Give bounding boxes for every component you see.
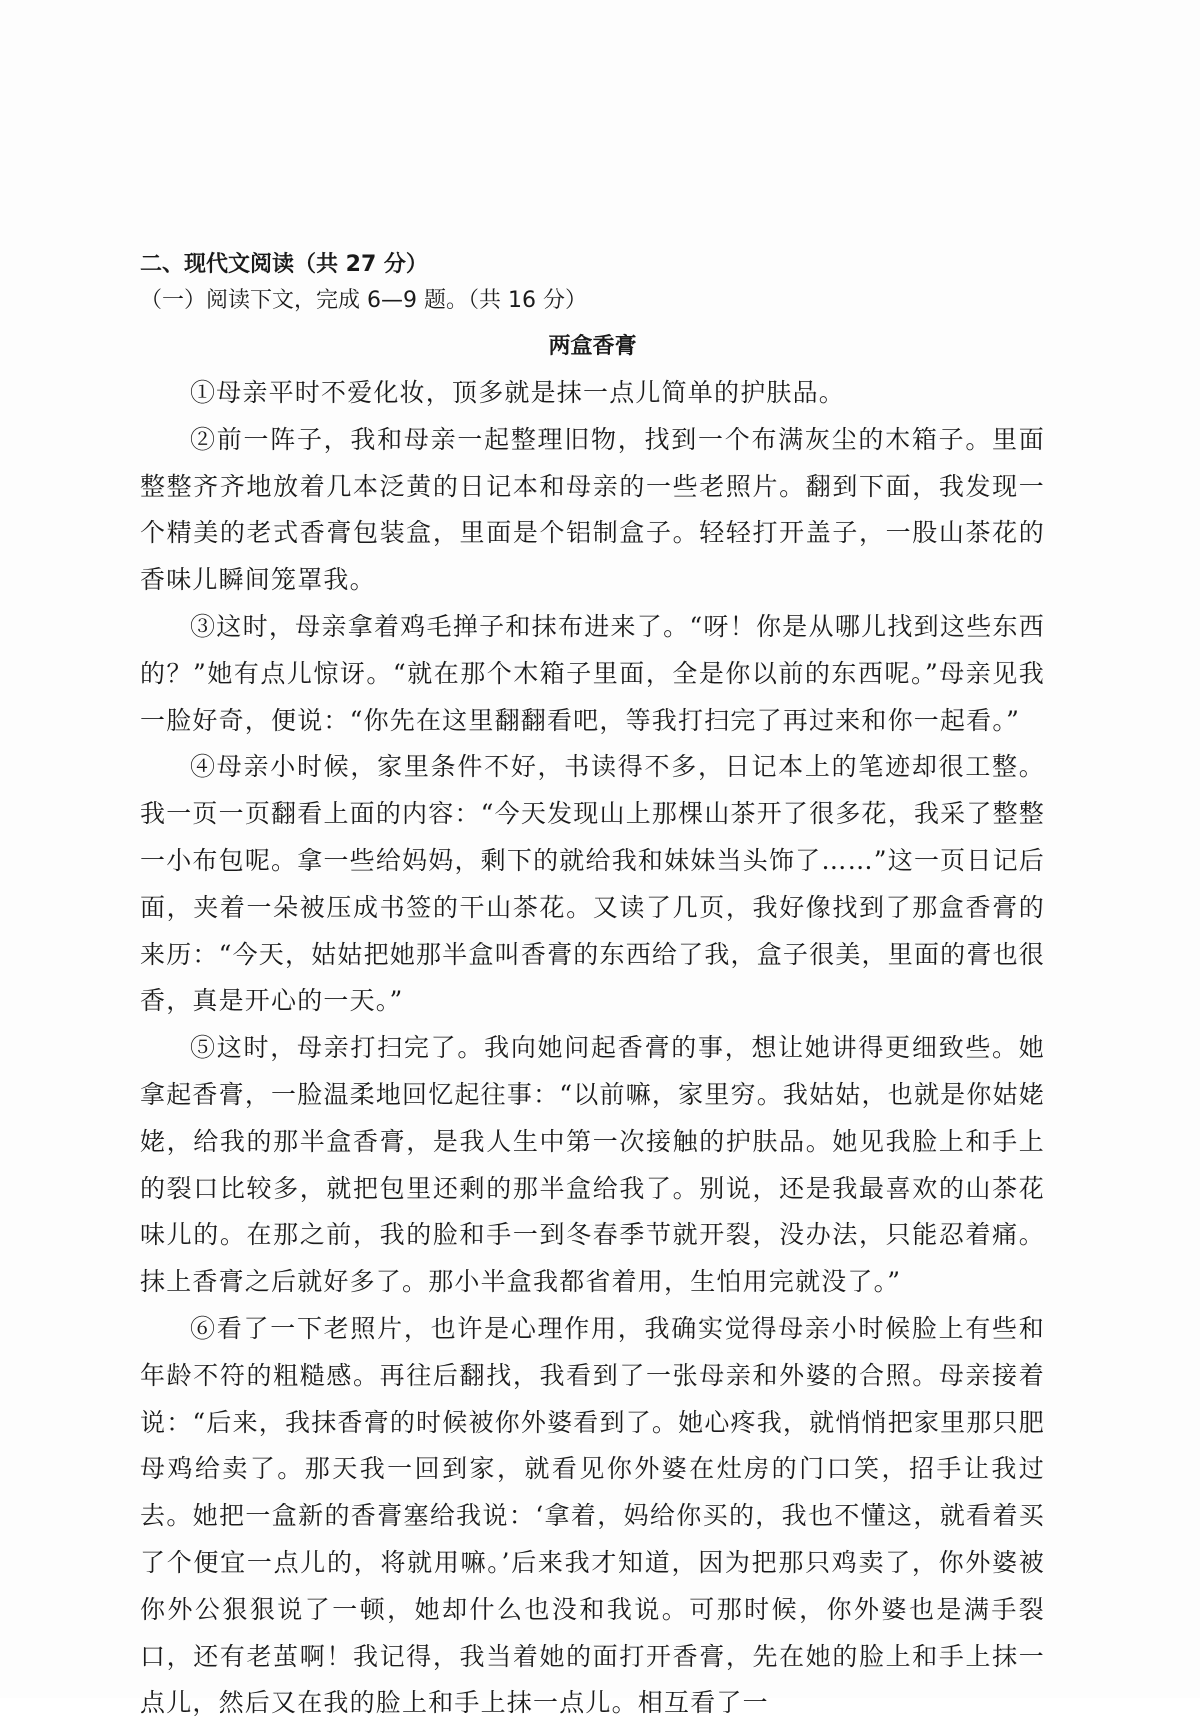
paragraph-1: ①母亲平时不爱化妆，顶多就是抹一点儿简单的护肤品。 [190,378,846,407]
section-subtitle: （一）阅读下文，完成 6—9 题。（共 16 分） [140,288,587,313]
paragraph-5: ⑤这时，母亲打扫完了。我向她问起香膏的事，想让她讲得更细致些。她拿起香膏，一脸温柔地回忆起往事：“以前嘛，家里穷。我姑姑，也就是你姑姥姥，给我的那半盒香膏，是我人生中第一次接触的护肤品。她见我脸上和手上的裂口比较多，就把包里还剩的那半盒给我了。别说，还是我最喜欢的山茶花味儿的。在那之前，我的脸和手一到冬春季节就开裂，没办法，只能忍着痛。抹上香膏之后就好多了。那小半盒我都省着用，生怕用完就没了。” [140,1033,1045,1297]
article-body [140,370,1045,1727]
section-title: 二、现代文阅读（共 27 分） [140,252,428,277]
paragraph-2: ②前一阵子，我和母亲一起整理旧物，找到一个布满灰尘的木箱子。里面整整齐齐地放着几本泛黄的日记本和母亲的一些老照片。翻到下面，我发现一个精美的老式香膏包装盒，里面是个铝制盒子。轻轻打开盖子，一股山茶花的香味儿瞬间笼罩我。 [140,424,1045,595]
paragraph-6: ⑥看了一下老照片，也许是心理作用，我确实觉得母亲小时候脸上有些和年龄不符的粗糙感。再往后翻找，我看到了一张母亲和外婆的合照。母亲接着说：“后来，我抹香膏的时候被你外婆看到了。她心疼我，就悄悄把家里那只肥母鸡给卖了。那天我一回到家，就看见你外婆在灶房的门口笑，招手让我过去。她把一盒新的香膏塞给我说：‘拿着，妈给你买的，我也不懂这，就看着买了个便宜一点儿的，将就用嘛。’后来我才知道，因为把那只鸡卖了，你外婆被你外公狠狠说了一顿，她却什么也没和我说。可那时候，你外婆也是满手裂口，还有老茧啊！我记得，我当着她的面打开香膏，先在她的脸上和手上抹一点儿，然后又在我的脸上和手上抹一点儿。相互看了一 [140,1313,1045,1718]
paragraph-3: ③这时，母亲拿着鸡毛掸子和抹布进来了。“呀！你是从哪儿找到这些东西的？”她有点儿惊讶。“就在那个木箱子里面，全是你以前的东西呢。”母亲见我一脸好奇，便说：“你先在这里翻翻看吧，等我打扫完了再过来和你一起看。” [140,611,1045,735]
paragraph-4: ④母亲小时候，家里条件不好，书读得不多，日记本上的笔迹却很工整。我一页一页翻看上面的内容：“今天发现山上那棵山茶开了很多花，我采了整整一小布包呢。拿一些给妈妈，剩下的就给我和妹妹当头饰了……”这一页日记后面，夹着一朵被压成书签的干山茶花。又读了几页，我好像找到了那盒香膏的来历：“今天，姑姑把她那半盒叫香膏的东西给了我，盒子很美，里面的膏也很香，真是开心的一天。” [140,752,1045,1016]
article-title: 两盒香膏 [548,334,637,359]
reading-section [140,250,1045,1727]
